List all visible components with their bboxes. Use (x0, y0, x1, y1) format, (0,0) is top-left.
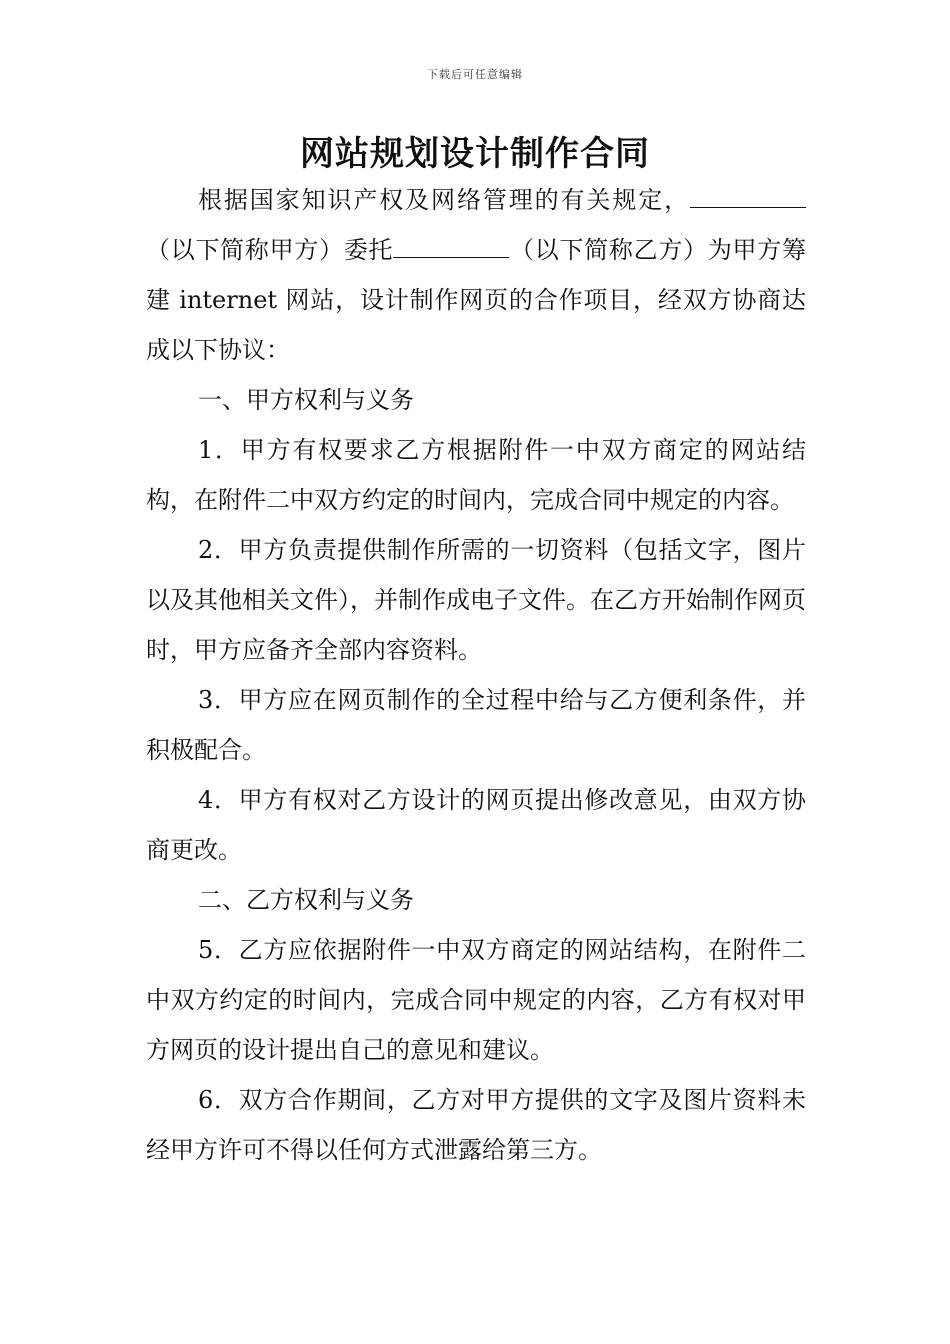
clause-paragraph: 2．甲方负责提供制作所需的一切资料（包括文字，图片以及其他相关文件），并制作成电子文件。在乙方开始制作网页时，甲方应备齐全部内容资料。 (146, 536, 806, 664)
intro-text-3: （以下简称乙方）为甲方筹建 internet 网站，设计制作网页的合作项目，经双方协商达成以下协议： (146, 236, 807, 364)
intro-text-1: 根据国家知识产权及网络管理的有关规定， (198, 186, 690, 214)
clause-paragraph: 5．乙方应依据附件一中双方商定的网站结构，在附件二中双方约定的时间内，完成合同中规定的内容，乙方有权对甲方网页的设计提出自己的意见和建议。 (146, 936, 806, 1064)
clause-paragraph: 3．甲方应在网页制作的全过程中给与乙方便利条件，并积极配合。 (146, 686, 806, 764)
contract-body (146, 175, 806, 1175)
party-a-blank (690, 181, 806, 208)
contract-title: 网站规划设计制作合同 (300, 134, 650, 174)
section-heading: 二、乙方权利与义务 (198, 886, 414, 914)
intro-text-2: （以下简称甲方）委托 (146, 236, 394, 264)
header-note: 下载后可任意编辑 (427, 68, 523, 81)
party-b-blank (393, 231, 509, 258)
clause-paragraph: 1．甲方有权要求乙方根据附件一中双方商定的网站结构，在附件二中双方约定的时间内，完成合同中规定的内容。 (146, 436, 806, 514)
section-heading: 一、甲方权利与义务 (198, 386, 414, 414)
clause-paragraph: 4．甲方有权对乙方设计的网页提出修改意见，由双方协商更改。 (146, 786, 806, 864)
clause-paragraph: 6．双方合作期间，乙方对甲方提供的文字及图片资料未经甲方许可不得以任何方式泄露给第三方。 (146, 1086, 806, 1164)
intro-paragraph (146, 175, 806, 375)
